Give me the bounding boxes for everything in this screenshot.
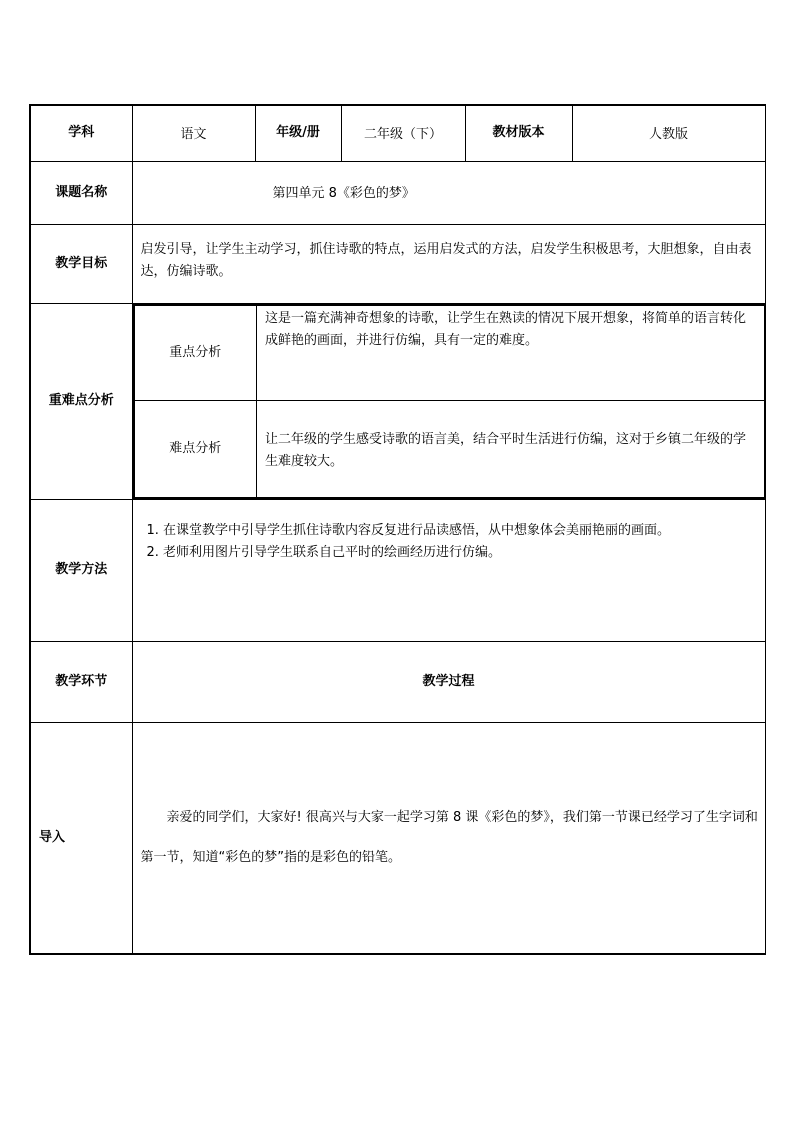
- grade-value: 二年级（下）: [341, 105, 465, 161]
- grade-label: 年级/册: [255, 105, 341, 161]
- analysis-cell: [132, 303, 765, 499]
- key-point-row: [134, 305, 765, 401]
- intro-text: 亲爱的同学们，大家好! 很高兴与大家一起学习第 8 课《彩色的梦》，我们第一节课已经学习了生字词和第一节，知道“彩色的梦”指的是彩色的铅笔。: [140, 809, 758, 865]
- process-header-row: [30, 641, 765, 722]
- methods-label: 教学方法: [30, 499, 132, 641]
- process-label: 教学过程: [132, 641, 765, 722]
- goals-text: 启发引导，让学生主动学习，抓住诗歌的特点，运用启发式的方法，启发学生积极思考，大胆想象，自由表达，仿编诗歌。: [132, 224, 765, 303]
- analysis-inner-table: [133, 304, 765, 499]
- stage-label: 教学环节: [30, 641, 132, 722]
- header-row: [30, 105, 765, 161]
- methods-item-1: 1. 在课堂教学中引导学生抓住诗歌内容反复进行品读感悟，从中想象体会美丽艳丽的画面。: [146, 522, 671, 538]
- lesson-title-label: 课题名称: [30, 161, 132, 224]
- goals-label: 教学目标: [30, 224, 132, 303]
- difficult-point-row: [134, 401, 765, 498]
- difficult-point-text: 让二年级的学生感受诗歌的语言美，结合平时生活进行仿编，这对于乡镇二年级的学生难度较大。: [257, 401, 765, 498]
- intro-cell: [132, 722, 765, 954]
- methods-cell: [132, 499, 765, 641]
- key-point-text: 这是一篇充满神奇想象的诗歌，让学生在熟读的情况下展开想象，将简单的语言转化成鲜艳的画面，并进行仿编，具有一定的难度。: [257, 305, 765, 401]
- subject-label: 学科: [30, 105, 132, 161]
- methods-item-2: 2. 老师利用图片引导学生联系自己平时的绘画经历进行仿编。: [146, 544, 502, 560]
- goals-row: [30, 224, 765, 303]
- edition-value: 人教版: [572, 105, 765, 161]
- lesson-title-row: [30, 161, 765, 224]
- lesson-title-value: 第四单元 8《彩色的梦》: [132, 161, 765, 224]
- intro-row: [30, 722, 765, 954]
- intro-label: 导入: [30, 722, 132, 954]
- edition-label: 教材版本: [465, 105, 572, 161]
- subject-value: 语文: [132, 105, 255, 161]
- difficult-point-label: 难点分析: [134, 401, 257, 498]
- key-point-label: 重点分析: [134, 305, 257, 401]
- analysis-row: [30, 303, 765, 499]
- analysis-label: 重难点分析: [30, 303, 132, 499]
- lesson-plan-table: [29, 104, 766, 955]
- methods-list: [141, 520, 759, 564]
- methods-row: [30, 499, 765, 641]
